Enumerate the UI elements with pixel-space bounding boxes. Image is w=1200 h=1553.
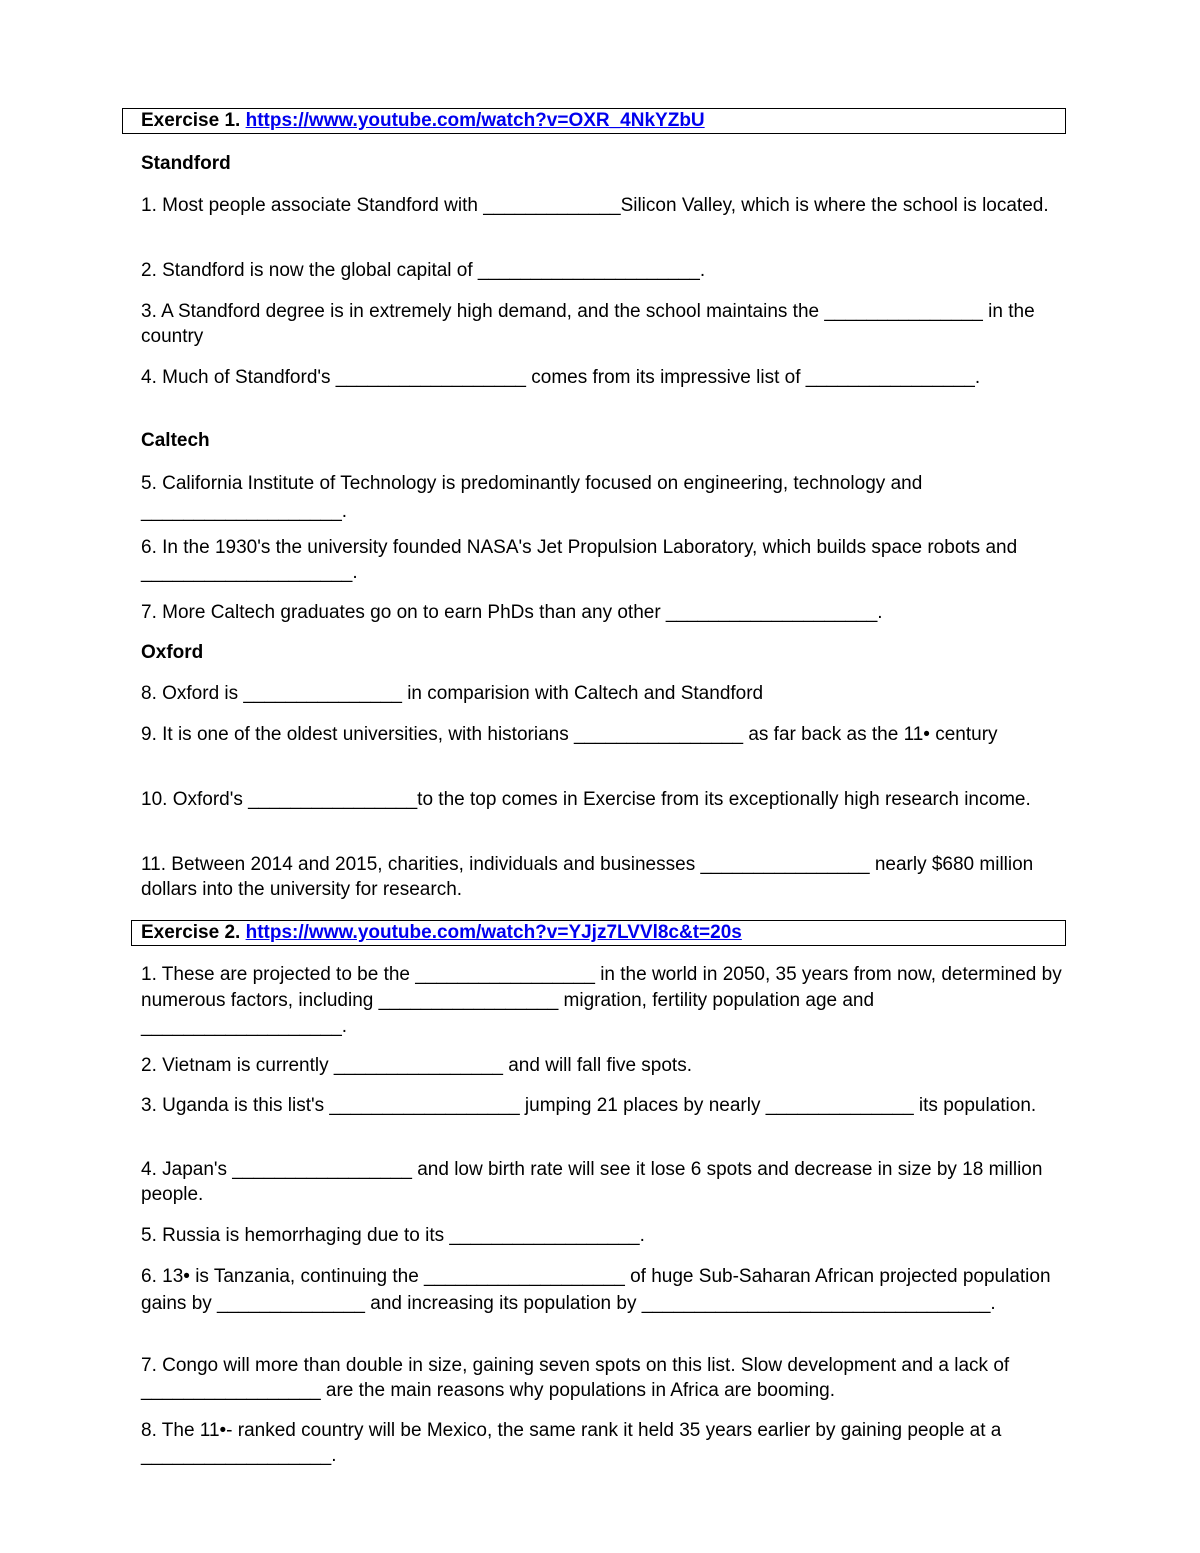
question-1: 1. Most people associate Standford with _____________Silicon Valley, which is where the school is located.: [141, 195, 1049, 216]
exercise1-link[interactable]: https://www.youtube.com/watch?v=OXR_4NkYZbU: [245, 110, 705, 131]
ex2-question-7: 7. Congo will more than double in size, gaining seven spots on this list. Slow development and a lack of _________________ are the main reasons why populations in Africa are booming.: [141, 1355, 1010, 1401]
section-heading-oxford: Oxford: [141, 642, 204, 663]
question-11: 11. Between 2014 and 2015, charities, individuals and businesses ________________ nearly $680 million dollars into the university for research.: [141, 854, 1034, 900]
ex2-question-8: 8. The 11•- ranked country will be Mexico, the same rank it held 35 years earlier by gaining people at a __________________.: [141, 1420, 1002, 1466]
ex2-question-6: 6. 13• is Tanzania, continuing the ___________________ of huge Sub-Saharan African projected population gains by ______________ and increasing its population by _________________________________.: [141, 1266, 1051, 1314]
ex2-question-3: 3. Uganda is this list's __________________ jumping 21 places by nearly ______________ its population.: [141, 1095, 1037, 1116]
question-5: 5. California Institute of Technology is predominantly focused on engineering, technology and ___________________.: [141, 473, 923, 522]
question-3: 3. A Standford degree is in extremely high demand, and the school maintains the _______________ in the country: [141, 301, 1035, 347]
question-9: 9. It is one of the oldest universities, with historians ________________ as far back as the 11• century: [141, 724, 998, 745]
exercise1-label: Exercise 1.: [141, 110, 241, 131]
ex2-question-2: 2. Vietnam is currently ________________ and will fall five spots.: [141, 1055, 692, 1076]
ex2-question-4: 4. Japan's _________________ and low birth rate will see it lose 6 spots and decrease in size by 18 million people.: [141, 1159, 1043, 1205]
exercise2-label: Exercise 2.: [141, 922, 241, 943]
question-8: 8. Oxford is _______________ in comparision with Caltech and Standford: [141, 683, 764, 704]
exercise2-header: [131, 920, 1066, 946]
exercise1-header: [122, 108, 1066, 134]
section-heading-standford: Standford: [141, 153, 231, 174]
section-heading-caltech: Caltech: [141, 430, 210, 451]
ex2-question-1: 1. These are projected to be the _________________ in the world in 2050, 35 years from now, determined by numerous factors, including _________________ migration, fertility population age and ___________________.: [141, 964, 1062, 1037]
question-7: 7. More Caltech graduates go on to earn PhDs than any other ____________________.: [141, 602, 883, 623]
ex2-question-5: 5. Russia is hemorrhaging due to its __________________.: [141, 1225, 645, 1246]
question-2: 2. Standford is now the global capital of _____________________.: [141, 260, 706, 281]
question-6: 6. In the 1930's the university founded NASA's Jet Propulsion Laboratory, which builds space robots and ____________________.: [141, 537, 1018, 583]
question-4: 4. Much of Standford's __________________ comes from its impressive list of ________________.: [141, 367, 981, 388]
exercise2-link[interactable]: https://www.youtube.com/watch?v=YJjz7LVVl8c&t=20s: [245, 922, 742, 943]
question-10: 10. Oxford's ________________to the top comes in Exercise from its exceptionally high research income.: [141, 789, 1031, 810]
